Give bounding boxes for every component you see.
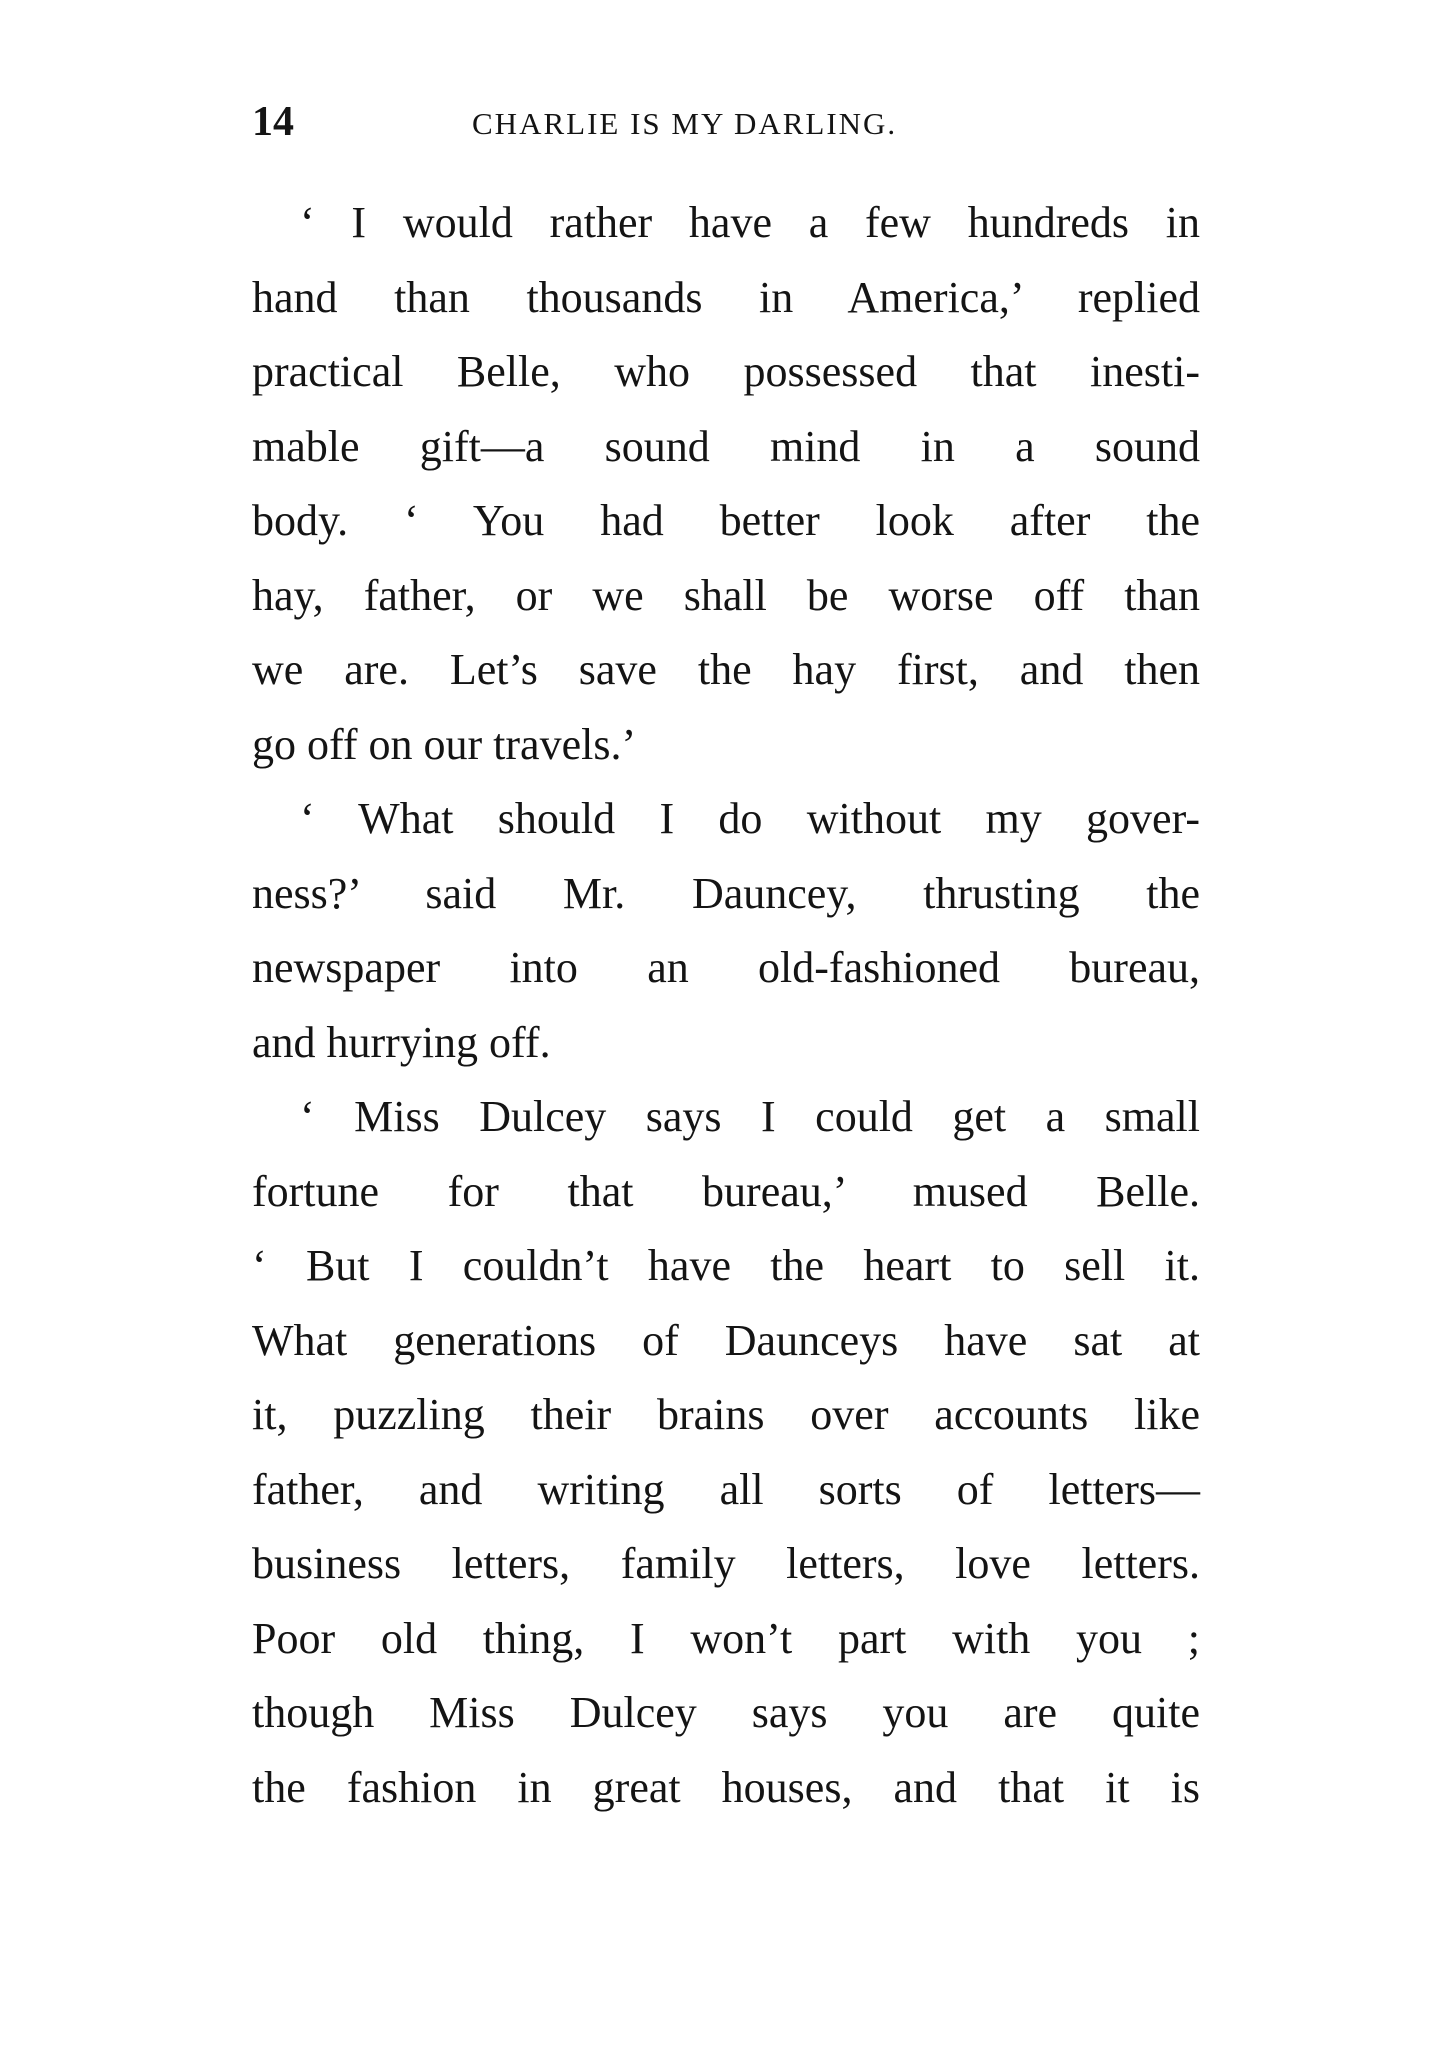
text-line: though Miss Dulcey says you are quite	[252, 1688, 1200, 1737]
text-line: we are. Let’s save the hay first, and then	[252, 645, 1200, 694]
page-number: 14	[252, 99, 294, 145]
text-line: the fashion in great houses, and that it is	[252, 1762, 1200, 1812]
text-line: Poor old thing, I won’t part with you ;	[252, 1613, 1200, 1663]
text-line: hay, father, or we shall be worse off than	[252, 570, 1200, 620]
text-line: newspaper into an old-fashioned bureau,	[252, 943, 1200, 992]
text-line: What generations of Daunceys have sat at	[252, 1315, 1200, 1365]
text-line: it, puzzling their brains over accounts like	[252, 1390, 1200, 1439]
text-line: go off on our travels.’	[252, 719, 637, 769]
text-line: fortune for that bureau,’ mused Belle.	[252, 1166, 1200, 1216]
text-line: business letters, family letters, love letters.	[252, 1539, 1200, 1588]
running-title: CHARLIE IS MY DARLING.	[472, 106, 898, 141]
text-line: ‘ Miss Dulcey says I could get a small	[300, 1092, 1200, 1141]
running-head	[252, 92, 982, 152]
text-line: ness?’ said Mr. Dauncey, thrusting the	[252, 868, 1200, 918]
text-line: father, and writing all sorts of letters—	[252, 1464, 1200, 1514]
text-line: and hurrying off.	[252, 1017, 551, 1067]
body-text	[252, 186, 1200, 1825]
text-line: practical Belle, who possessed that inesti-	[252, 347, 1200, 396]
text-line: mable gift—a sound mind in a sound	[252, 421, 1200, 471]
text-line: ‘ What should I do without my gover-	[300, 794, 1200, 843]
text-line: hand than thousands in America,’ replied	[252, 272, 1200, 322]
text-line: body. ‘ You had better look after the	[252, 496, 1200, 545]
text-line: ‘ I would rather have a few hundreds in	[300, 198, 1200, 247]
text-line: ‘ But I couldn’t have the heart to sell it.	[252, 1241, 1200, 1290]
